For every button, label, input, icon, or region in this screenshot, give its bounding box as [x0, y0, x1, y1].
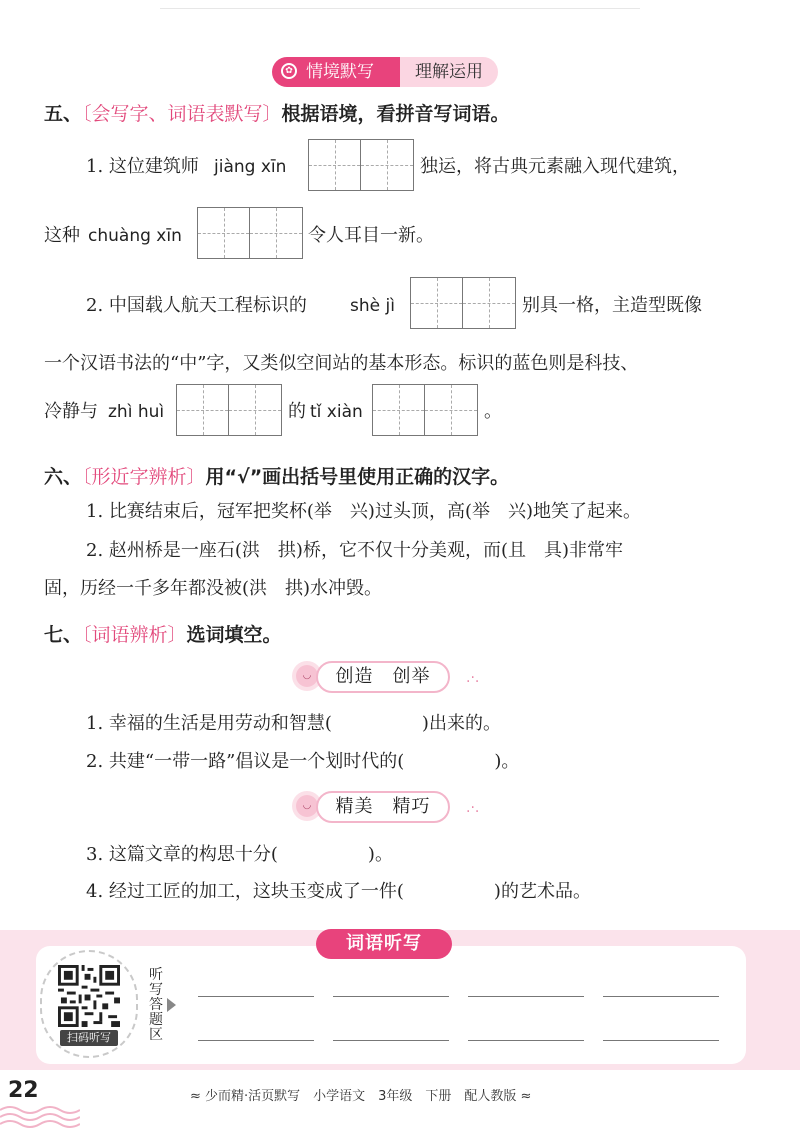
q5-1-text: 独运，将古典元素融入现代建筑， — [420, 156, 690, 177]
q7-4: 4. 经过工匠的加工，这块玉变成了一件( )的艺术品。 — [86, 881, 591, 902]
grid-cell[interactable] — [250, 208, 302, 258]
section-tag: 〔会写字、词语表默写〕 — [82, 103, 282, 125]
footer-text: ≈ 少而精·活页默写 小学语文 3年级 下册 配人教版 ≈ — [190, 1089, 532, 1104]
answer-line[interactable] — [198, 1040, 314, 1041]
writing-grid[interactable] — [308, 139, 414, 191]
grid-cell[interactable] — [411, 278, 463, 328]
sun-face-icon: ◡ — [296, 795, 318, 817]
moon-decoration-icon: .·. — [466, 670, 480, 686]
q5-2-text3: 冷静与 — [44, 401, 98, 422]
sun-face-icon: ◡ — [296, 665, 318, 687]
answer-line[interactable] — [603, 996, 719, 997]
grid-cell[interactable] — [229, 385, 281, 435]
banner-left-label: 情境默写 — [306, 62, 374, 82]
banner-left — [272, 57, 400, 87]
section-title: 选词填空。 — [186, 624, 282, 646]
q6-1: 1. 比赛结束后，冠军把奖杯(举 兴)过头顶，高(举 兴)地笑了起来。 — [86, 501, 641, 522]
top-rule — [160, 8, 640, 9]
section-number: 五、 — [44, 103, 83, 125]
answer-line[interactable] — [603, 1040, 719, 1041]
answer-line[interactable] — [333, 996, 449, 997]
grid-cell[interactable] — [198, 208, 250, 258]
q7-1: 1. 幸福的生活是用劳动和智慧( )出来的。 — [86, 713, 501, 734]
pinyin: tǐ xiàn — [310, 402, 363, 422]
section-number: 六、 — [44, 466, 83, 488]
section-5-heading — [44, 99, 510, 126]
section-tag: 〔词语辨析〕 — [82, 624, 187, 646]
pinyin: chuàng xīn — [88, 226, 182, 246]
grid-cell[interactable] — [373, 385, 425, 435]
answer-line[interactable] — [333, 1040, 449, 1041]
grid-cell[interactable] — [361, 140, 413, 190]
q6-2: 2. 赵州桥是一座石(洪 拱)桥，它不仅十分美观，而(且 具)非常牢 — [86, 540, 623, 561]
writing-grid[interactable] — [176, 384, 282, 436]
word-choice-pill: 创造 创举 — [316, 661, 450, 693]
grid-cell[interactable] — [463, 278, 515, 328]
q5-2-text2: 一个汉语书法的“中”字，又类似空间站的基本形态。标识的蓝色则是科技、 — [44, 353, 639, 374]
banner-right-label: 理解运用 — [400, 57, 498, 87]
section-tag: 〔形近字辨析〕 — [82, 466, 206, 488]
q7-2: 2. 共建“一带一路”倡议是一个划时代的( )。 — [86, 751, 520, 772]
section-title: 根据语境，看拼音写词语。 — [281, 103, 510, 125]
arrow-right-icon — [167, 998, 176, 1012]
dictation-card — [36, 946, 746, 1064]
pinyin: jiàng xīn — [214, 157, 287, 177]
section-7-heading — [44, 620, 282, 647]
section-6-heading — [44, 462, 509, 489]
seal-icon: ✿ — [281, 63, 297, 79]
q5-2-end: 。 — [484, 401, 502, 422]
section-title: 用“√”画出括号里使用正确的汉字。 — [205, 466, 510, 488]
grid-cell[interactable] — [425, 385, 477, 435]
section-banner — [272, 57, 498, 87]
answer-line[interactable] — [198, 996, 314, 997]
pinyin: shè jì — [350, 296, 395, 316]
section-number: 七、 — [44, 624, 83, 646]
q5-1-prefix: 1. 这位建筑师 — [86, 156, 199, 177]
writing-grid[interactable] — [197, 207, 303, 259]
pinyin: zhì huì — [108, 402, 165, 422]
grid-cell[interactable] — [177, 385, 229, 435]
q5-2-text: 别具一格，主造型既像 — [522, 295, 702, 316]
q5-2-prefix: 2. 中国载人航天工程标识的 — [86, 295, 307, 316]
answer-line[interactable] — [468, 996, 584, 997]
q5-1-text3: 令人耳目一新。 — [308, 225, 434, 246]
word-choice-pill: 精美 精巧 — [316, 791, 450, 823]
wave-decoration-icon — [0, 1100, 80, 1130]
q5-1-text2: 这种 — [44, 225, 80, 246]
writing-grid[interactable] — [372, 384, 478, 436]
q7-3: 3. 这篇文章的构思十分( )。 — [86, 844, 393, 865]
writing-grid[interactable] — [410, 277, 516, 329]
page-number: 22 — [8, 1078, 39, 1103]
grid-cell[interactable] — [309, 140, 361, 190]
answer-area-label: 听写答题区 — [149, 967, 163, 1043]
q6-2-cont: 固，历经一千多年都没被(洪 拱)水冲毁。 — [44, 578, 383, 599]
qr-code-icon[interactable] — [58, 965, 120, 1027]
dictation-title: 词语听写 — [316, 929, 452, 959]
moon-decoration-icon: .·. — [466, 800, 480, 816]
qr-label: 扫码听写 — [60, 1030, 118, 1046]
answer-line[interactable] — [468, 1040, 584, 1041]
q5-2-text4: 的 — [288, 401, 306, 422]
